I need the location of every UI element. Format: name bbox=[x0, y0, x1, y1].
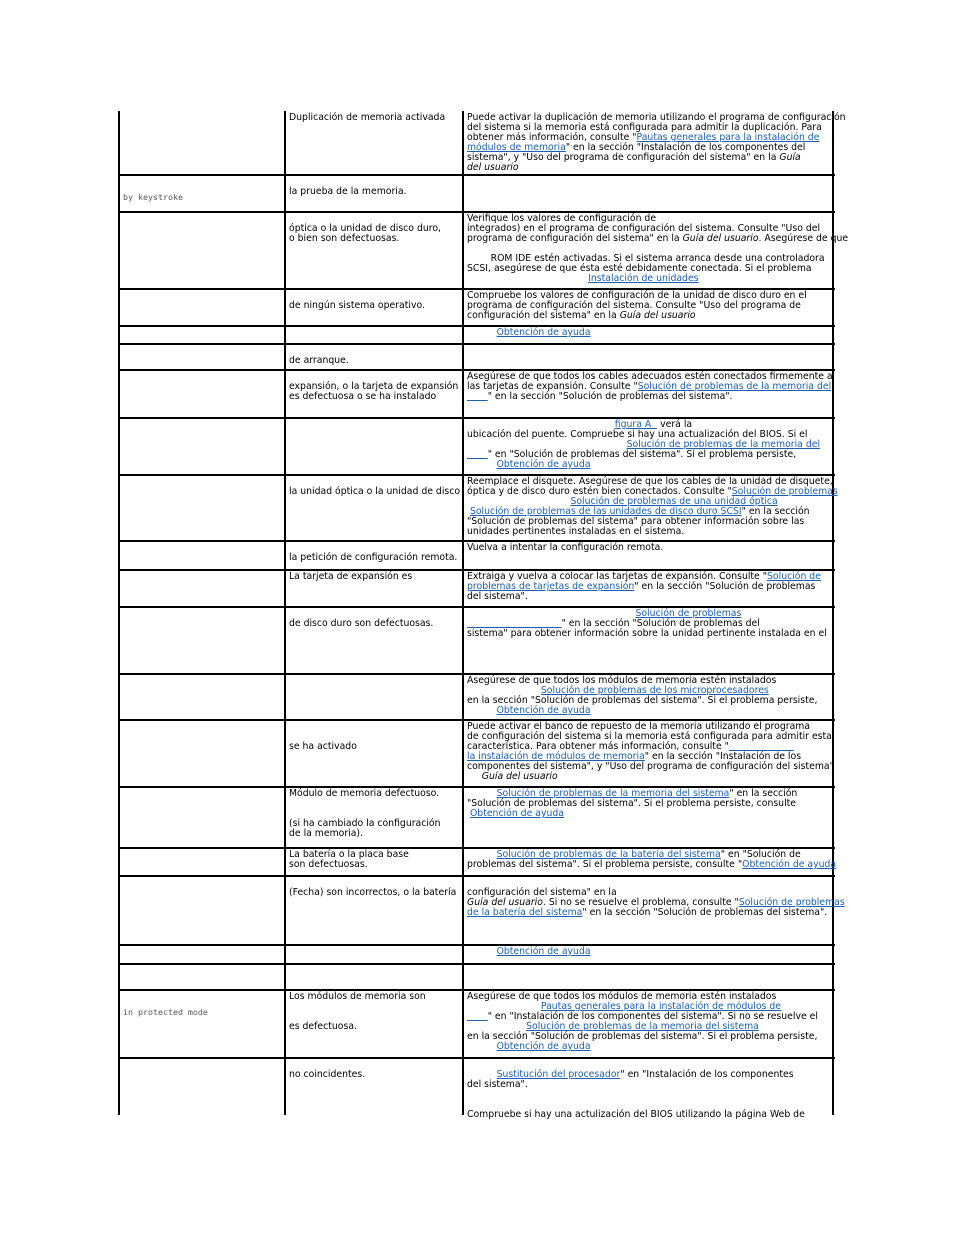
cause-text bbox=[289, 543, 457, 563]
action-text-segment: ubicación del puente. Compruebe si hay una actualización del BIOS. Si el bbox=[467, 429, 808, 440]
cause-line: la prueba de la memoria. bbox=[289, 186, 407, 197]
cause-line: Módulo de memoria defectuoso. bbox=[289, 788, 440, 799]
action-text-segment: Reemplace el disquete. Asegúrese de que los cables de la unidad de disquete, bbox=[467, 476, 833, 487]
cause-text bbox=[289, 722, 357, 752]
cause-text bbox=[289, 291, 425, 311]
action-text-segment bbox=[467, 1041, 497, 1052]
link-text[interactable]: Solución de problemas bbox=[731, 486, 838, 497]
action-text-segment: Asegúrese de que todos los cables adecuados estén conectados firmemente a bbox=[467, 371, 833, 382]
cause-text bbox=[289, 878, 456, 898]
action-text-segment: " en la sección bbox=[741, 506, 810, 517]
action-text-segment bbox=[467, 705, 497, 716]
action-text-segment bbox=[467, 946, 497, 957]
action-line bbox=[467, 527, 838, 537]
action-text-segment: Puede activar el banco de repuesto de la memoria utilizando el programa bbox=[467, 721, 811, 732]
action-line bbox=[467, 1090, 805, 1100]
cause-line: es defectuosa o se ha instalado bbox=[289, 391, 437, 402]
action-line bbox=[467, 908, 845, 918]
error-code-text: in protected mode bbox=[123, 1007, 208, 1017]
action-text-segment: programa de configuración del sistema. Consulte "Uso del programa de bbox=[467, 300, 801, 311]
action-text-segment: " en la sección "Instalación de los bbox=[644, 751, 802, 762]
link-text[interactable]: Solución de problemas bbox=[635, 608, 742, 619]
link-text[interactable]: módulos de memoria bbox=[467, 142, 566, 153]
action-text-segment: ROM IDE estén activadas. Si el sistema arranca desde una controladora bbox=[467, 253, 825, 264]
action-text-segment: las tarjetas de expansión. Consulte " bbox=[467, 381, 638, 392]
action-text-segment: . Si no se resuelve el problema, consulte " bbox=[542, 897, 739, 908]
action-text-segment: " en la sección "Solución de problemas del bbox=[561, 618, 760, 629]
action-text bbox=[467, 676, 817, 716]
action-text bbox=[467, 214, 848, 284]
action-text bbox=[467, 947, 591, 957]
cause-line bbox=[289, 799, 441, 809]
action-line bbox=[467, 543, 663, 553]
link-text[interactable]: Obtención de ayuda bbox=[496, 946, 591, 957]
link-text[interactable]: Pautas generales para la instalación de módulos de bbox=[540, 1001, 781, 1012]
action-text-segment: " en la sección bbox=[729, 788, 798, 799]
cause-line: de disco duro son defectuosas. bbox=[289, 618, 434, 629]
link-text[interactable]: Obtención de ayuda bbox=[496, 705, 591, 716]
action-text-segment: programa de configuración del sistema" en la bbox=[467, 233, 683, 244]
action-line bbox=[467, 772, 834, 782]
link-text[interactable]: Solución de problemas bbox=[738, 897, 845, 908]
action-text bbox=[467, 878, 845, 918]
cause-line: (Fecha) son incorrectos, o la batería bbox=[289, 887, 457, 898]
action-text-segment bbox=[467, 273, 588, 284]
link-text[interactable]: Solución de bbox=[767, 571, 821, 582]
cause-line: expansión, o la tarjeta de expansión bbox=[289, 381, 459, 392]
action-text-segment: " en "Instalación de los componentes bbox=[620, 1069, 794, 1080]
italic-text: Guía bbox=[779, 152, 801, 163]
action-line bbox=[467, 706, 817, 716]
cause-line bbox=[289, 722, 357, 732]
cause-line: de la memoria). bbox=[289, 828, 364, 839]
link-text[interactable]: Solución de problemas de la memoria del sistema bbox=[496, 788, 730, 799]
action-text-segment: " en "Solución de problemas del sistema". Si el problema persiste, bbox=[487, 449, 797, 460]
action-text-segment: en la sección "Solución de problemas del sistema". Si el problema persiste, bbox=[467, 695, 818, 706]
action-text-segment: " en "Solución de bbox=[720, 849, 801, 860]
cause-line: Los módulos de memoria son bbox=[289, 991, 426, 1002]
cause-line: (si ha cambiado la configuración bbox=[289, 818, 441, 829]
row-border bbox=[119, 875, 835, 877]
row-border bbox=[119, 343, 835, 345]
action-text-segment: de configuración del sistema si la memoria está configurada para admitir esta bbox=[467, 731, 832, 742]
action-text-segment: sistema", y "Uso del programa de configuración del sistema" en la bbox=[467, 152, 780, 163]
cause-line: la petición de configuración remota. bbox=[289, 552, 458, 563]
cause-text bbox=[289, 789, 441, 839]
action-text-segment: verá la bbox=[657, 419, 693, 430]
cause-text bbox=[289, 477, 460, 497]
action-text bbox=[467, 572, 821, 602]
italic-text: Guía del usuario bbox=[619, 310, 696, 321]
link-text[interactable]: Solución de problemas de la batería del sistema bbox=[496, 849, 721, 860]
action-line bbox=[467, 153, 846, 163]
action-text-segment: " en la sección "Solución de problemas bbox=[634, 581, 816, 592]
row-border bbox=[119, 1057, 835, 1059]
action-text bbox=[467, 477, 838, 537]
link-text[interactable]: Sustitución del procesador bbox=[496, 1069, 621, 1080]
action-text-segment: SCSI, asegúrese de que ésta esté debidamente conectada. Si el problema bbox=[467, 263, 812, 274]
action-text-segment: unidades pertinentes instaladas en el sistema. bbox=[467, 526, 685, 537]
action-text-segment: configuración del sistema" en la bbox=[467, 887, 617, 898]
action-text-segment: Asegúrese de que todos los módulos de memoria estén instalados bbox=[467, 991, 777, 1002]
action-text-segment: óptica y de disco duro estén bien conectados. Consulte " bbox=[467, 486, 732, 497]
action-line bbox=[467, 274, 848, 284]
action-text-segment: en la sección "Solución de problemas del sistema". Si el problema persiste, bbox=[467, 1031, 818, 1042]
action-line bbox=[467, 860, 836, 870]
cause-line: se ha activado bbox=[289, 741, 357, 752]
row-border bbox=[119, 963, 835, 965]
link-text[interactable]: Obtención de ayuda bbox=[496, 327, 591, 338]
cause-text bbox=[289, 609, 433, 629]
action-text-segment: " en la sección "Solución de problemas del sistema". bbox=[487, 391, 733, 402]
action-text-segment bbox=[467, 771, 482, 782]
action-text-segment: sistema" para obtener información sobre la unidad pertinente instalada en el bbox=[467, 628, 827, 639]
action-text bbox=[467, 291, 807, 321]
action-text bbox=[467, 420, 820, 470]
action-line bbox=[467, 947, 591, 957]
cause-text bbox=[289, 1060, 365, 1080]
link-text[interactable]: Solución de problemas de la memoria del bbox=[637, 381, 832, 392]
cause-line: no coincidentes. bbox=[289, 1069, 366, 1080]
action-text-segment: Compruebe si hay una actulización del BIOS utilizando la página Web de bbox=[467, 1109, 805, 1120]
link-text[interactable]: Obtención de ayuda bbox=[742, 859, 837, 870]
cause-line: es defectuosa. bbox=[289, 1021, 357, 1032]
action-text-segment: " en la sección "Instalación de los componentes del bbox=[565, 142, 806, 153]
cause-line: o bien son defectuosas. bbox=[289, 233, 400, 244]
cause-line: de arranque. bbox=[289, 355, 349, 366]
action-text bbox=[467, 992, 818, 1052]
action-text-segment: obtener más información, consulte " bbox=[467, 132, 637, 143]
link-text[interactable]: Solución de problemas de una unidad óptica bbox=[570, 496, 778, 507]
row-border bbox=[119, 174, 835, 176]
italic-text: Guía del usuario bbox=[467, 897, 543, 908]
cause-text bbox=[289, 372, 458, 402]
action-text-segment: "Solución de problemas del sistema". Si el problema persiste, consulte bbox=[467, 798, 797, 809]
link-text[interactable]: la instalación de módulos de memoria bbox=[467, 751, 645, 762]
action-text-segment: configuración del sistema" en la bbox=[467, 310, 620, 321]
action-text bbox=[467, 543, 663, 553]
cause-line: son defectuosas. bbox=[289, 859, 368, 870]
cause-text bbox=[289, 113, 445, 123]
link-text[interactable]: de la batería del sistema bbox=[467, 907, 583, 918]
cause-line: La tarjeta de expansión es bbox=[289, 571, 413, 582]
link-text[interactable]: Obtención de ayuda bbox=[496, 459, 591, 470]
link-text[interactable]: Solución de problemas de la memoria del sistema bbox=[526, 1021, 759, 1032]
italic-text: Guía del usuario bbox=[481, 771, 558, 782]
action-text bbox=[467, 722, 834, 782]
action-line bbox=[467, 311, 807, 321]
action-line bbox=[467, 809, 797, 819]
cause-line: la unidad óptica o la unidad de disco bbox=[289, 486, 461, 497]
action-text-segment bbox=[467, 459, 497, 470]
cause-line: La batería o la placa base bbox=[289, 849, 409, 860]
italic-text: Guía del usuario bbox=[682, 233, 759, 244]
action-text-segment: característica. Para obtener más información, consulte " bbox=[467, 741, 729, 752]
action-line bbox=[467, 1080, 805, 1090]
action-text-segment: Asegúrese de que todos los módulos de memoria estén instalados bbox=[467, 675, 777, 686]
action-line bbox=[467, 163, 846, 173]
link-text[interactable]: Solución de problemas de los microprocesadores bbox=[540, 685, 769, 696]
link-text[interactable]: Obtención de ayuda bbox=[496, 1041, 591, 1052]
action-text bbox=[467, 372, 833, 402]
action-text-segment: del sistema". bbox=[467, 1079, 528, 1090]
cause-line: de ningún sistema operativo. bbox=[289, 300, 425, 311]
cause-text bbox=[289, 214, 441, 244]
action-text-segment: Puede activar la duplicación de memoria utilizando el programa de configuración bbox=[467, 112, 846, 123]
italic-text: del usuario bbox=[467, 162, 519, 173]
action-text-segment: " en "Instalación de los componentes del sistema". Si no se resuelve el bbox=[487, 1011, 818, 1022]
action-text-segment bbox=[467, 327, 497, 338]
action-text bbox=[467, 113, 846, 173]
cause-text bbox=[289, 992, 426, 1032]
action-text-segment: " en la sección "Solución de problemas del sistema". bbox=[582, 907, 828, 918]
action-text bbox=[467, 1060, 805, 1120]
action-text bbox=[467, 609, 827, 639]
action-line bbox=[467, 328, 591, 338]
cause-text bbox=[289, 177, 407, 197]
action-line bbox=[467, 460, 820, 470]
action-text bbox=[467, 789, 797, 819]
action-line bbox=[467, 629, 827, 639]
action-text-segment: "Solución de problemas del sistema" para obtener información sobre las bbox=[467, 516, 805, 527]
action-line bbox=[467, 1042, 818, 1052]
cause-line bbox=[289, 1002, 426, 1012]
action-text-segment: Compruebe los valores de configuración de la unidad de disco duro en el bbox=[467, 290, 807, 301]
action-text-segment: del sistema". bbox=[467, 591, 528, 602]
cause-line: Duplicación de memoria activada bbox=[289, 112, 446, 123]
link-text[interactable]: Solución de problemas de la memoria del bbox=[626, 439, 821, 450]
link-text[interactable] bbox=[467, 391, 488, 402]
action-text-segment: Verifique los valores de configuración de bbox=[467, 213, 657, 224]
link-text[interactable]: Pautas generales para la instalación de bbox=[636, 132, 820, 143]
error-code-text: by keystroke bbox=[123, 192, 183, 202]
action-text-segment: . Asegúrese de que bbox=[758, 233, 849, 244]
action-line bbox=[467, 1110, 805, 1120]
action-text-segment: componentes del sistema", y "Uso del programa de configuración del sistema" bbox=[467, 761, 834, 772]
link-text[interactable]: figura A bbox=[614, 419, 658, 430]
cause-text bbox=[289, 572, 412, 582]
action-text-segment: problemas del sistema". Si el problema persiste, consulte " bbox=[467, 859, 743, 870]
action-line bbox=[467, 592, 821, 602]
link-text[interactable]: Obtención de ayuda bbox=[469, 808, 564, 819]
action-line bbox=[467, 234, 848, 244]
action-text-segment: integrados) en el programa de configuración del sistema. Consulte "Uso del bbox=[467, 223, 821, 234]
link-text[interactable]: Instalación de unidades bbox=[588, 273, 699, 284]
cause-text bbox=[289, 346, 349, 366]
cause-text bbox=[289, 850, 409, 870]
action-text bbox=[467, 850, 836, 870]
action-text-segment: del sistema si la memoria está configurada para admitir la duplicación. Para bbox=[467, 122, 822, 133]
action-line bbox=[467, 392, 833, 402]
action-text-segment: Vuelva a intentar la configuración remota. bbox=[467, 542, 664, 553]
link-text[interactable]: Solución de problemas de las unidades de disco duro SCSI bbox=[469, 506, 742, 517]
link-text[interactable]: problemas de tarjetas de expansión bbox=[467, 581, 635, 592]
cause-line: óptica o la unidad de disco duro, bbox=[289, 223, 441, 234]
action-text-segment: Extraiga y vuelva a colocar las tarjetas de expansión. Consulte " bbox=[467, 571, 768, 582]
action-text bbox=[467, 328, 591, 338]
